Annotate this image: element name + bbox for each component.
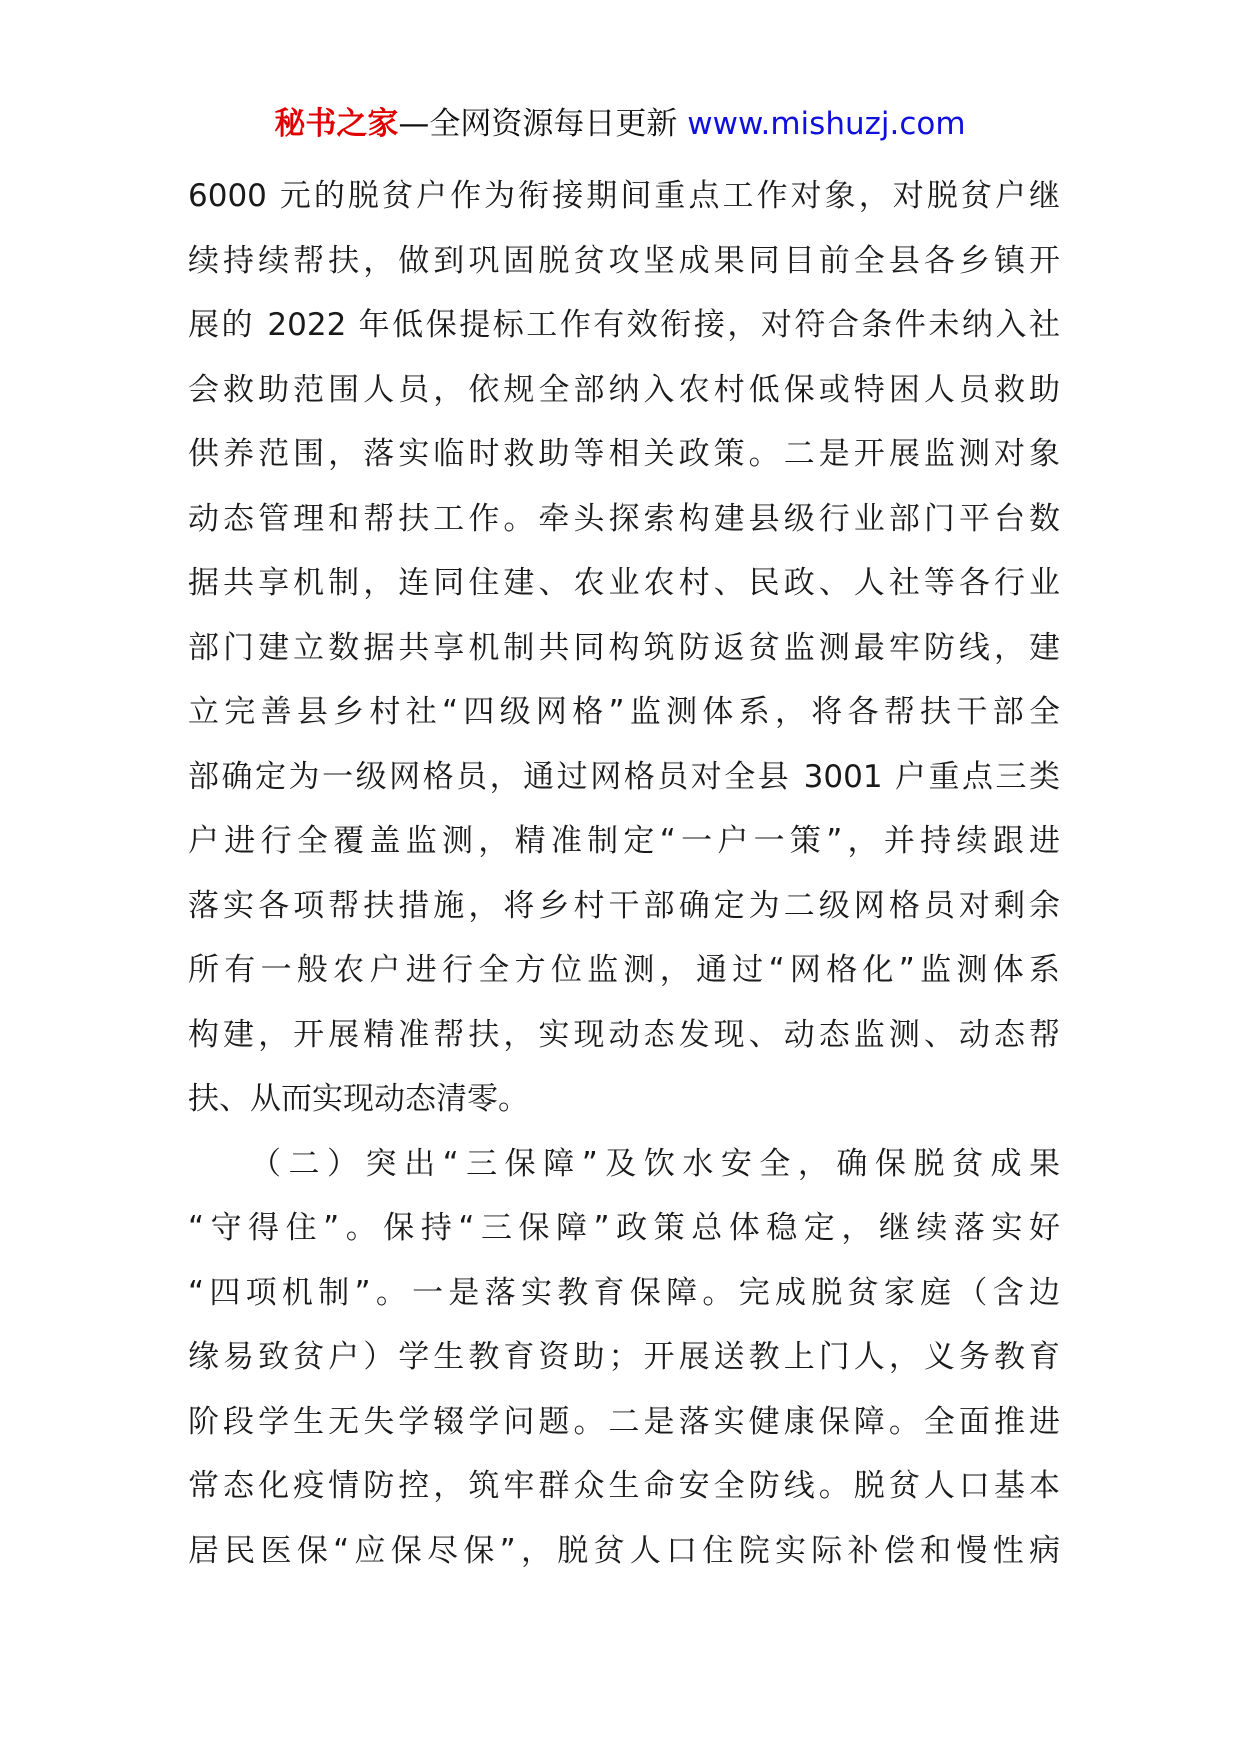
text-line-17: “守得住”。保持“三保障”政策总体稳定，继续落实好 bbox=[188, 1210, 1060, 1246]
text-line-12: 落实各项帮扶措施，将乡村干部确定为二级网格员对剩余 bbox=[188, 887, 1060, 924]
header-url-link[interactable]: www.mishuzj.com bbox=[687, 106, 966, 142]
text-line-15: 扶、从而实现动态清零。 bbox=[188, 1081, 529, 1117]
text-line-11: 户进行全覆盖监测，精准制定“一户一策”，并持续跟进 bbox=[188, 823, 1060, 859]
text-line-22: 居民医保“应保尽保”，脱贫人口住院实际补偿和慢性病 bbox=[188, 1532, 1060, 1569]
text-line-6: 动态管理和帮扶工作。牵头探索构建县级行业部门平台数 bbox=[188, 500, 1060, 537]
text-line-5: 供养范围，落实临时救助等相关政策。二是开展监测对象 bbox=[188, 436, 1060, 472]
text-line-21: 常态化疫情防控，筑牢群众生命安全防线。脱贫人口基本 bbox=[188, 1468, 1060, 1504]
text-line-7: 据共享机制，连同住建、农业农村、民政、人社等各行业 bbox=[188, 565, 1060, 601]
text-line-10: 部确定为一级网格员，通过网格员对全县 3001 户重点三类 bbox=[188, 758, 1060, 795]
header-slogan: —全网资源每日更新 bbox=[398, 106, 688, 142]
text-line-13: 所有一般农户进行全方位监测，通过“网格化”监测体系 bbox=[188, 952, 1060, 988]
text-line-20: 阶段学生无失学辍学问题。二是落实健康保障。全面推进 bbox=[188, 1403, 1060, 1440]
text-line-2: 续持续帮扶，做到巩固脱贫攻坚成果同目前全县各乡镇开 bbox=[188, 242, 1060, 279]
text-line-3: 展的 2022 年低保提标工作有效衔接，对符合条件未纳入社 bbox=[188, 307, 1060, 343]
document-body bbox=[188, 164, 1060, 1583]
text-line-4: 会救助范围人员，依规全部纳入农村低保或特困人员救助 bbox=[188, 371, 1060, 408]
brand-name: 秘书之家 bbox=[274, 106, 399, 142]
section-heading-line: （二）突出“三保障”及饮水安全，确保脱贫成果 bbox=[250, 1145, 1060, 1182]
page-header bbox=[0, 102, 1240, 146]
text-line-8: 部门建立数据共享机制共同构筑防返贫监测最牢防线，建 bbox=[188, 629, 1060, 666]
text-line-14: 构建，开展精准帮扶，实现动态发现、动态监测、动态帮 bbox=[188, 1016, 1060, 1053]
text-line-19: 缘易致贫户）学生教育资助；开展送教上门人，义务教育 bbox=[188, 1339, 1060, 1375]
text-line-9: 立完善县乡村社“四级网格”监测体系，将各帮扶干部全 bbox=[188, 694, 1060, 730]
text-line-1: 6000 元的脱贫户作为衔接期间重点工作对象，对脱贫户继 bbox=[188, 178, 1060, 214]
text-line-18: “四项机制”。一是落实教育保障。完成脱贫家庭（含边 bbox=[188, 1274, 1060, 1311]
